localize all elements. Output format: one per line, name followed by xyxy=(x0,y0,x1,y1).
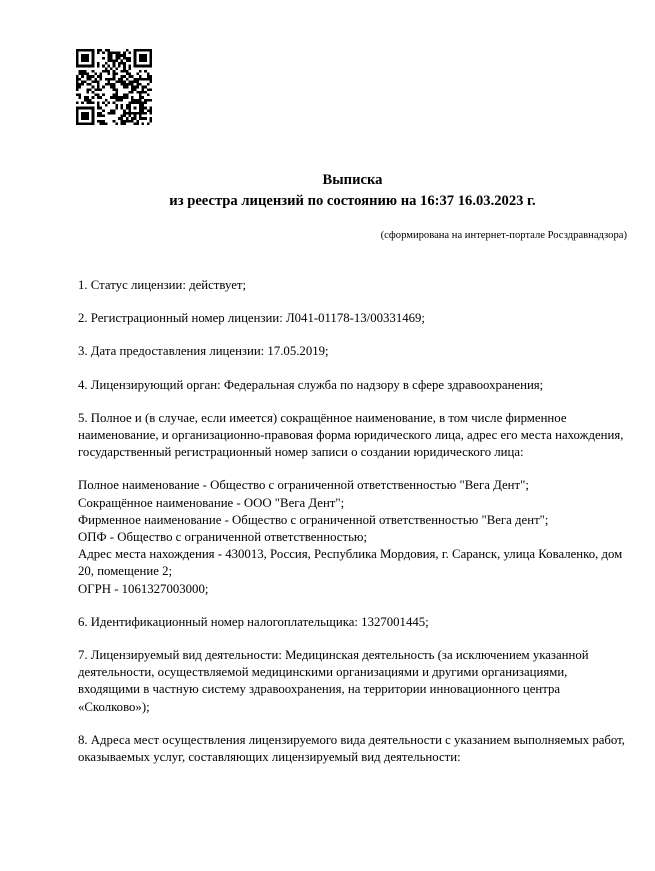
paragraph-line: Полное наименование - Общество с ограниченной ответственностью "Вега Дент"; xyxy=(78,478,529,493)
document-body xyxy=(78,277,627,766)
paragraph-line: 4. Лицензирующий орган: Федеральная служба по надзору в сфере здравоохранения; xyxy=(78,377,544,392)
paragraph-line: ОГРН - 1061327003000; xyxy=(78,581,209,596)
title-line-2: из реестра лицензий по состоянию на 16:37 16.03.2023 г. xyxy=(169,193,536,209)
paragraph-line: 1. Статус лицензии: действует; xyxy=(78,278,247,292)
paragraph-line: Сокращённое наименование - ООО "Вега Дент"; xyxy=(78,495,345,510)
paragraph xyxy=(78,410,627,462)
paragraph xyxy=(78,477,627,597)
paragraph-line: 3. Дата предоставления лицензии: 17.05.2019; xyxy=(78,344,329,359)
paragraph xyxy=(78,614,627,631)
paragraph-line: Адрес места нахождения - 430013, Россия, Республика Мордовия, г. Саранск, улица Коваленко, дом 20, помещение 2; xyxy=(78,547,623,579)
paragraph xyxy=(78,343,627,360)
paragraph xyxy=(78,310,627,327)
paragraph xyxy=(78,647,627,716)
paragraph-line: 5. Полное и (в случае, если имеется) сокращённое наименование, в том числе фирменное наименование, и организационно-правовая форма юридического лица, адрес его места нахождения, государственный регистрационный номер записи о создании юридического лица: xyxy=(78,410,624,460)
qr-code xyxy=(76,49,152,125)
document-content xyxy=(78,170,627,782)
paragraph-line: ОПФ - Общество с ограниченной ответственностью; xyxy=(78,530,368,545)
paragraph xyxy=(78,277,627,294)
paragraph-line: 7. Лицензируемый вид деятельности: Медицинская деятельность (за исключением указанной деятельности, осуществляемой медицинскими организациями и другими организациями, входящими в частную систему здравоохранения, на территории инновационного центра «Сколково»); xyxy=(78,648,589,714)
paragraph xyxy=(78,732,627,766)
title-line-1: Выписка xyxy=(322,172,383,188)
document-title xyxy=(78,170,627,212)
paragraph-line: 8. Адреса мест осуществления лицензируемого вида деятельности с указанием выполняемых работ, оказываемых услуг, составляющих лицензируемый вид деятельности: xyxy=(78,732,625,765)
document-subtitle: (сформирована на интернет-портале Росздравнадзора) xyxy=(380,230,627,241)
paragraph-line: 2. Регистрационный номер лицензии: Л041-01178-13/00331469; xyxy=(78,311,425,326)
paragraph xyxy=(78,377,627,394)
paragraph-line: Фирменное наименование - Общество с ограниченной ответственностью "Вега дент"; xyxy=(78,512,549,527)
paragraph-line: 6. Идентификационный номер налогоплательщика: 1327001445; xyxy=(78,614,429,629)
